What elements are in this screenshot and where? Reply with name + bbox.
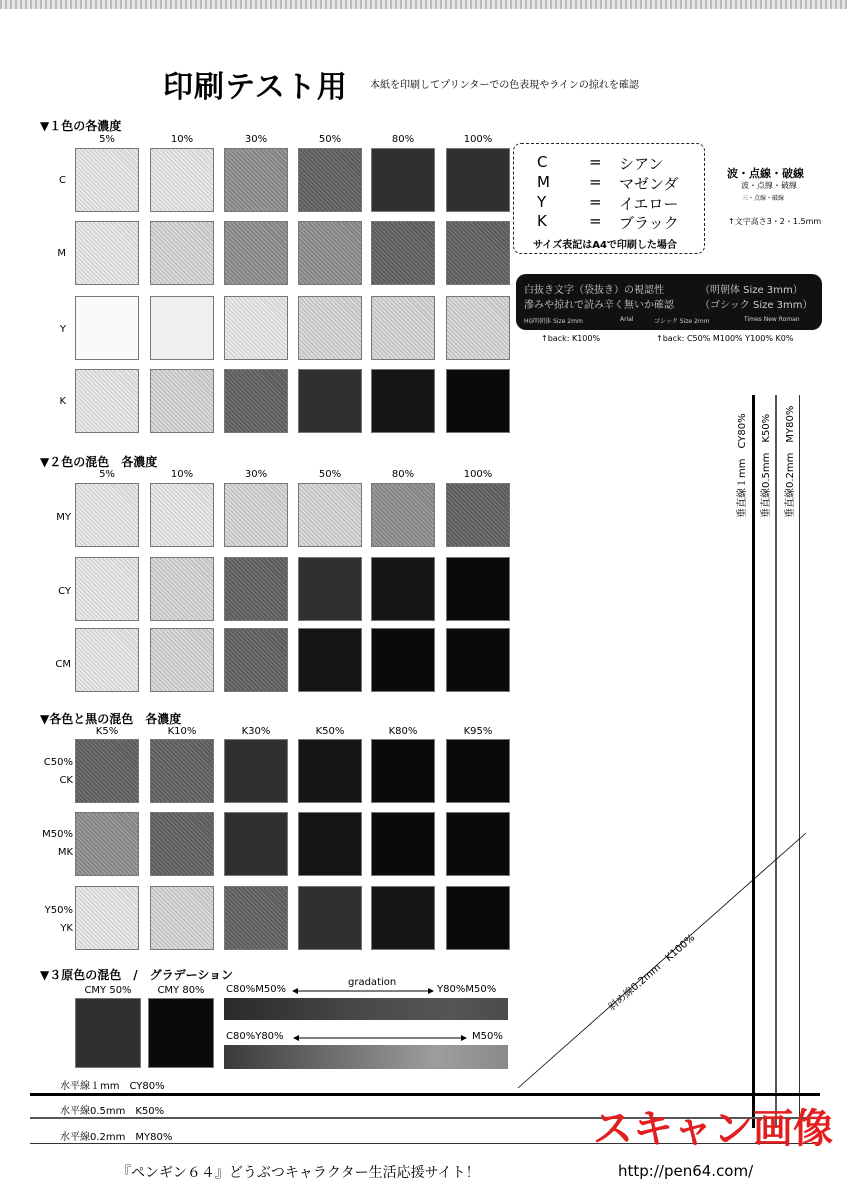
column-label: 30% — [244, 469, 268, 480]
row-label-k: K — [59, 396, 66, 407]
row-label-c50: C50% — [43, 757, 73, 768]
legend-eq: = — [589, 193, 602, 211]
horizontal-line-1mm — [30, 1093, 820, 1096]
legend-letter: C — [537, 153, 548, 171]
column-label: CMY 80% — [157, 985, 205, 996]
knockout-line-2-font: （ゴシック Size 3mm） — [700, 300, 813, 311]
column-label: K95% — [463, 726, 493, 737]
legend-letter: M — [537, 173, 550, 191]
column-label: 50% — [318, 134, 342, 145]
horizontal-line-label: 水平線１mm CY80% — [60, 1081, 165, 1092]
line-types-sub: 波・点線・破線 — [741, 181, 797, 190]
knockout-font-sample: HG明朝体 Size 2mm — [524, 318, 583, 325]
column-label: 100% — [463, 469, 493, 480]
row-label-c: C — [59, 175, 66, 186]
column-label: CMY 50% — [84, 985, 132, 996]
legend-name: イエロー — [619, 195, 679, 213]
footer-url[interactable]: http://pen64.com/ — [618, 1162, 754, 1180]
row-label-mk: MK — [57, 847, 73, 858]
column-label: 10% — [170, 134, 194, 145]
row-label-my: MY — [56, 512, 71, 523]
knockout-font-sample: Arial — [620, 316, 634, 323]
column-label: 5% — [99, 469, 115, 480]
horizontal-line-label: 水平線0.5mm K50% — [60, 1106, 165, 1117]
gradient-end-label: Y80%M50% — [437, 984, 497, 995]
legend-eq: = — [589, 173, 602, 191]
column-label: K5% — [95, 726, 119, 737]
text-height-note: ↑文字高さ3・2・1.5mm — [728, 217, 822, 226]
column-label: 50% — [318, 469, 342, 480]
legend-eq: = — [589, 153, 602, 171]
row-label-m: M — [57, 248, 66, 259]
row-label-yk: YK — [60, 923, 73, 934]
row-label-cm: CM — [55, 659, 71, 670]
section-heading-single-color: ▼１色の各濃度 — [40, 119, 122, 133]
column-label: K10% — [167, 726, 197, 737]
column-label: K50% — [315, 726, 345, 737]
column-label: K30% — [241, 726, 271, 737]
vertical-line-label: 垂直線0.5mm K50% — [761, 413, 772, 518]
row-label-y50: Y50% — [44, 905, 73, 916]
gradient-end-label: M50% — [472, 1031, 503, 1042]
legend-name: ブラック — [619, 214, 679, 232]
diagonal-line-label: 斜め線0.2mm K100% — [606, 932, 698, 1014]
section-heading-three-color: ▼３原色の混色 / グラデーション — [40, 968, 234, 982]
column-label: 30% — [244, 134, 268, 145]
section-heading-with-black: ▼各色と黒の混色 各濃度 — [40, 712, 182, 726]
column-label: 100% — [463, 134, 493, 145]
vertical-line-label: 垂直線0.2mm MY80% — [785, 405, 796, 518]
scan-image-stamp: スキャン画像 — [593, 1106, 833, 1152]
back-note-right: ↑back: C50% M100% Y100% K0% — [656, 334, 794, 343]
knockout-line-1-font: （明朝体 Size 3mm） — [700, 285, 803, 296]
knockout-line-2: 滲みや掠れで読み辛く無いか確認 — [524, 300, 674, 311]
column-label: 10% — [170, 469, 194, 480]
column-label: 80% — [391, 469, 415, 480]
line-types-label: 波・点線・破線 — [727, 167, 804, 180]
back-note-left: ↑back: K100% — [541, 334, 601, 343]
legend-name: シアン — [619, 155, 664, 173]
knockout-line-1: 白抜き文字（袋抜き）の視認性 — [524, 285, 664, 296]
line-types-sub-small: 三・点線・破線 — [742, 195, 785, 202]
row-label-m50: M50% — [42, 829, 73, 840]
gradation-label: gradation — [348, 977, 397, 988]
legend-letter: K — [537, 212, 547, 230]
vertical-line-label: 垂直線１mm CY80% — [737, 413, 748, 518]
column-label: K80% — [388, 726, 418, 737]
column-label: 80% — [391, 134, 415, 145]
row-label-cy: CY — [58, 586, 71, 597]
gradient-start-label: C80%M50% — [226, 984, 287, 995]
page-title: 印刷テスト用 — [163, 70, 348, 105]
legend-name: マゼンダ — [619, 175, 679, 193]
footer-site-name: 『ペンギン６４』どうぶつキャラクター生活応援サイト！ — [117, 1165, 480, 1181]
page-subtitle: 本紙を印刷してプリンターでの色表現やラインの掠れを確認 — [370, 80, 639, 91]
column-label: 5% — [99, 134, 115, 145]
gradient-start-label: C80%Y80% — [226, 1031, 284, 1042]
horizontal-line-label: 水平線0.2mm MY80% — [60, 1132, 173, 1143]
row-label-y: Y — [59, 324, 66, 335]
knockout-font-sample: ゴシック Size 2mm — [654, 318, 710, 325]
legend-note: サイズ表記はA4で印刷した場合 — [533, 240, 677, 251]
section-heading-two-color: ▼２色の混色 各濃度 — [40, 455, 158, 469]
row-label-ck: CK — [59, 775, 73, 786]
legend-letter: Y — [537, 193, 547, 211]
legend-eq: = — [589, 212, 602, 230]
knockout-font-sample: Times New Roman — [744, 316, 800, 323]
